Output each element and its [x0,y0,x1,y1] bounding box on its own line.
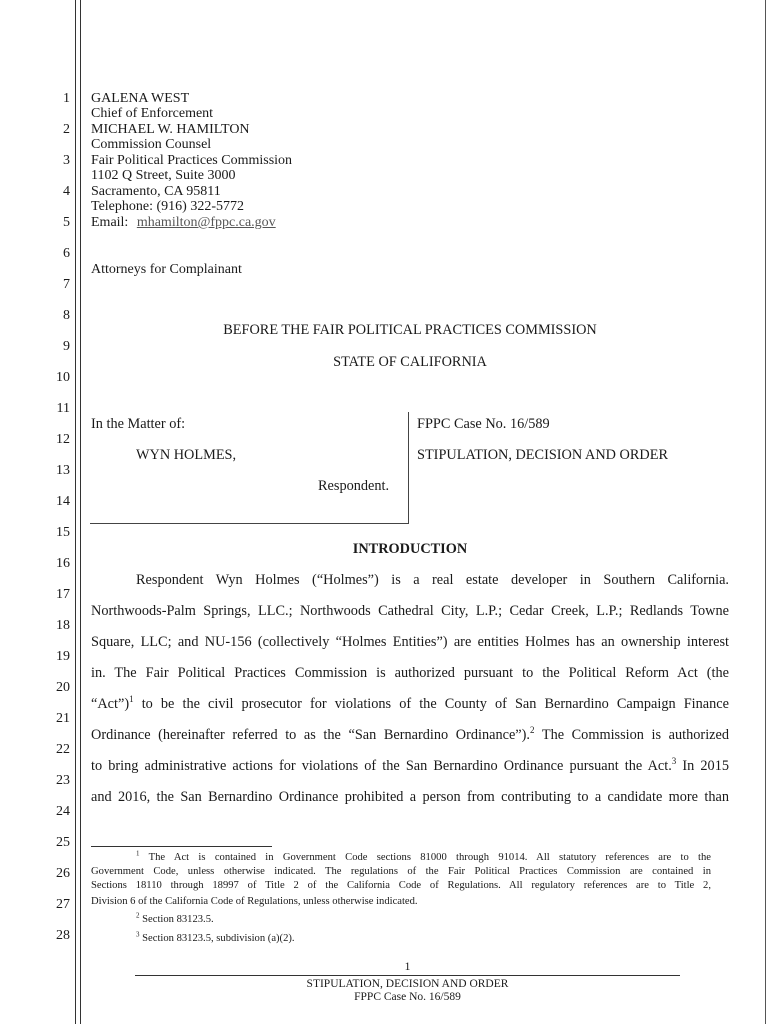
attorney-title: Chief of Enforcement [91,106,214,121]
line-number: 6 [63,246,70,261]
line-number: 11 [56,401,70,416]
line-number: 21 [56,711,70,726]
footnote-ref[interactable]: 3 [671,756,677,767]
footnote-ref[interactable]: 1 [129,694,134,705]
line-number: 12 [56,432,70,447]
body-text: Ordinance (hereinafter referred to as the “San Bernardino Ordinance”). [91,727,530,743]
body-text: to be the civil prosecutor for violations of the County of San Bernardino Campaign Finance [133,696,729,712]
email-link[interactable]: mhamilton@fppc.ca.gov [136,215,276,230]
line-number: 22 [56,742,70,757]
line-number: 17 [56,587,70,602]
body-text: “Act”) [91,696,130,712]
body-text: In 2015 [676,758,730,774]
footnote-text: Section 83123.5. [139,914,214,925]
footnote-number: 1 [136,849,140,858]
body-text: The Commission is authorized [534,727,729,743]
line-number: 25 [56,835,70,850]
right-margin-rule [765,0,766,1024]
line-number: 13 [56,463,70,478]
body-line [91,758,729,774]
footnote-number: 2 [136,911,140,920]
line-number: 7 [63,277,70,292]
email-line [91,215,276,230]
body-line [91,696,729,712]
body-text: to bring administrative actions for violations of the San Bernardino Ordinance pursuant the Act. [91,758,672,774]
line-number: 23 [56,773,70,788]
telephone: Telephone: (916) 322-5772 [91,199,244,214]
line-number: 9 [63,339,70,354]
footer-rule [135,975,680,976]
tribunal-name: BEFORE THE FAIR POLITICAL PRACTICES COMMISSION [223,322,597,338]
line-number: 2 [63,122,70,137]
line-number: 16 [56,556,70,571]
footer-title: STIPULATION, DECISION AND ORDER [306,978,509,990]
body-line: and 2016, the San Bernardino Ordinance prohibited a person from contributing to a candidate more than [91,789,729,805]
line-number: 18 [56,618,70,633]
body-line: Northwoods-Palm Springs, LLC.; Northwoods Cathedral City, L.P.; Cedar Creek, L.P.; Redlands Towne [91,603,729,619]
counsel-name: MICHAEL W. HAMILTON [91,122,250,137]
footnote-1-cont: Sections 18110 through 18997 of Title 2 of the California Code of Regulations. All regulatory references are to Title 2, [91,880,711,891]
line-number: 14 [56,494,70,509]
caption-case-number: FPPC Case No. 16/589 [417,416,550,432]
body-line [91,727,729,743]
tribunal-state: STATE OF CALIFORNIA [333,354,487,370]
line-number: 1 [63,91,70,106]
line-number: 27 [56,897,70,912]
street-address: 1102 Q Street, Suite 3000 [91,168,236,183]
footnote-1 [136,849,711,864]
agency-name: Fair Political Practices Commission [91,153,293,168]
city-state-zip: Sacramento, CA 95811 [91,184,221,199]
page-number: 1 [404,959,411,973]
body-line: Square, LLC; and NU-156 (collectively “Holmes Entities”) are entities Holmes has an ownership interest [91,634,729,650]
line-number: 3 [63,153,70,168]
counsel-title: Commission Counsel [91,137,212,152]
line-number: 15 [56,525,70,540]
body-line: Respondent Wyn Holmes (“Holmes”) is a real estate developer in Southern California. [136,572,729,588]
email-label: Email: [91,215,129,230]
line-number: 26 [56,866,70,881]
caption-document-title: STIPULATION, DECISION AND ORDER [417,447,668,463]
line-number: 8 [63,308,70,323]
footnote-number: 3 [136,930,140,939]
caption-role: Respondent. [318,478,390,494]
footer-case-number: FPPC Case No. 16/589 [354,991,461,1003]
footnote-3 [136,930,295,945]
footnote-ref[interactable]: 2 [530,725,535,736]
footnote-text: The Act is contained in Government Code sections 81000 through 91014. All statutory references are to the [139,852,711,863]
left-margin-rule-inner [80,0,81,1024]
caption-party: WYN HOLMES, [136,447,237,463]
left-margin-rule-outer [75,0,76,1024]
section-heading: INTRODUCTION [352,541,468,557]
footnote-1-cont: Government Code, unless otherwise indicated. The regulations of the Fair Political Practices Commission are contained in [91,866,711,877]
line-number: 5 [63,215,70,230]
caption-in-matter: In the Matter of: [91,416,186,432]
body-line: in. The Fair Political Practices Commission is authorized pursuant to the Political Reform Act (the [91,665,729,681]
line-number: 10 [56,370,70,385]
line-number: 28 [56,928,70,943]
footnote-text: Section 83123.5, subdivision (a)(2). [139,933,295,944]
footnote-separator [91,846,272,847]
attorneys-for: Attorneys for Complainant [91,262,242,277]
line-number: 20 [56,680,70,695]
footnote-2 [136,911,214,926]
attorney-name: GALENA WEST [91,91,190,106]
footnote-1-cont: Division 6 of the California Code of Regulations, unless otherwise indicated. [91,896,418,907]
line-number: 19 [56,649,70,664]
line-number: 4 [63,184,70,199]
line-number: 24 [56,804,70,819]
